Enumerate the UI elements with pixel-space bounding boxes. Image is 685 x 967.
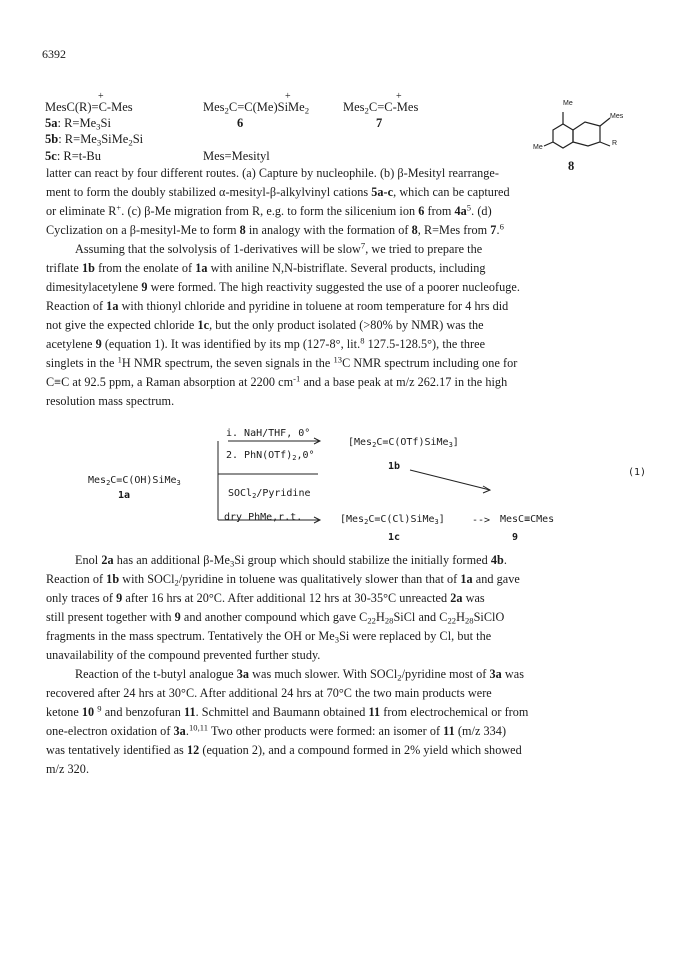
text-line: was tentatively identified as 12 (equation 2), and a compound formed in 2% yield which showed — [46, 743, 522, 757]
text-line: dimesitylacetylene 9 were formed. The high reactivity suggested the use of a poorer nucleofuge. — [46, 280, 520, 294]
cation-formula: MesC(R)=C-Mes — [45, 100, 133, 114]
eq-label-9: 9 — [512, 532, 519, 543]
text-line: Reaction of 1b with SOCl$_2$/pyridine in toluene was qualitatively slower than that of 1a and gave — [46, 572, 520, 588]
eq-label-1b: 1b — [388, 461, 401, 472]
cation6-formula: Mes$_2$C=C(Me)SiMe$_2$ — [203, 100, 310, 116]
struct8-label: 8 — [568, 159, 575, 173]
text-line: unavailability of the compound prevented further study. — [46, 648, 321, 662]
page-number: 6392 — [42, 47, 66, 61]
text-line: m/z 320. — [46, 762, 90, 776]
arrow-1b-to-9 — [408, 466, 498, 496]
struct8-me-top: Me — [563, 100, 573, 107]
eq-arrow: --> — [472, 515, 491, 526]
eq-reagent: SOCl$_2$/Pyridine — [228, 488, 311, 501]
text-line: only traces of 9 after 16 hrs at 20°C. After additional 12 hrs at 30-35°C unreacted 2a was — [46, 591, 485, 605]
r5c-label: 5c: R=t-Bu — [45, 149, 102, 163]
eq-label-1c: 1c — [388, 532, 401, 543]
eq-step2: 2. $PhN(OTf)_2,0^\circ$ — [226, 450, 315, 463]
text-line: or eliminate R+. (c) β-Me migration from R, e.g. to form the silicenium ion 6 from $4a^5$. (d) — [46, 202, 492, 218]
text-line: Reaction of 1a with thionyl chloride and pyridine in toluene at room temperature for 4 hrs did — [46, 299, 509, 313]
plus-sign: + — [396, 91, 402, 102]
cation7-formula: Mes$_2$C=C-Mes — [343, 100, 419, 116]
cation6-label: 6 — [237, 116, 244, 130]
text-line: not give the expected chloride 1c, but the only product isolated (>80% by NMR) was the — [46, 318, 484, 332]
struct8-mes: Mes — [610, 113, 624, 120]
eq-label-1a: 1a — [118, 490, 131, 501]
text-line: Reaction of the t-butyl analogue 3a was much slower. With SOCl$_2$/pyridine most of 3a was — [75, 667, 525, 683]
text-line: ketone 10 $^9$ and benzofuran 11. Schmittel and Baumann obtained 11 from electrochemical or from — [46, 703, 529, 719]
plus-sign: + — [285, 91, 291, 102]
text-line: still present together with 9 and another compound which gave $C_{22}H_{28}SiCl$ and $C_{22}H_{28}SiClO$ — [46, 610, 505, 626]
plus-sign: + — [98, 91, 104, 102]
eq-product-chloride: [Mes$_2$C=C(Cl)SiMe$_3$] — [340, 514, 445, 527]
eq-step1: i. NaH/THF, 0° — [226, 428, 311, 439]
text-line: triflate 1b from the enolate of 1a with aniline N,N-bistriflate. Several products, including — [46, 261, 486, 275]
text-line: Enol 2a has an additional $\beta-Me_3Si$ group which should stabilize the initially formed 4b. — [75, 553, 507, 569]
eq-reactant: Mes$_2$C=C(OH)SiMe$_3$ — [88, 475, 181, 488]
text-line: C≡C at 92.5 ppm, a Raman absorption at 2200 $cm^{-1}$ and a base peak at m/z 262.17 in the high — [46, 373, 508, 389]
text-line: latter can react by four different routes. (a) Capture by nucleophile. (b) β-Mesityl rearrange- — [46, 166, 500, 180]
struct8-me-left: Me — [533, 144, 543, 151]
cation7-label: 7 — [376, 116, 383, 130]
r5a-label: 5a: $R=Me_3Si$ — [45, 116, 111, 132]
text-line: singlets in the $^1$H NMR spectrum, the seven signals in the $^{13}$C NMR spectrum including one for — [46, 354, 518, 370]
eq-product-triflate: [Mes$_2$C=C(OTf)SiMe$_3$] — [348, 437, 459, 450]
text-line: Assuming that the solvolysis of 1-derivatives will be slow$^7$, we tried to prepare the — [75, 240, 483, 256]
eq-product-acetylene: MesC≡CMes — [500, 514, 555, 525]
mes-definition: Mes=Mesityl — [203, 149, 270, 163]
text-line: recovered after 24 hrs at 30°C. After additional 24 hrs at 70°C the two main products were — [46, 686, 492, 700]
r5b-label: 5b: $R=Me_3SiMe_2Si$ — [45, 132, 144, 148]
text-line: one-electron oxidation of 3a.$^{10,11}$ Two other products were formed: an isomer of 11 (m/z 334) — [46, 722, 507, 738]
text-line: fragments in the mass spectrum. Tentatively the OH or $Me_3Si$ were replaced by Cl, but the — [46, 629, 492, 645]
struct8-r: R — [612, 140, 618, 147]
eq-number: (1) — [628, 467, 647, 478]
text-line: Cyclization on a β-mesityl-Me to form 8 in analogy with the formation of 8, R=Mes from 7.$^6$ — [46, 221, 504, 237]
text-line: ment to form the doubly stabilized α-mesityl-β-alkylvinyl cations 5a-c, which can be captured — [46, 185, 510, 199]
text-line: resolution mass spectrum. — [46, 394, 175, 408]
text-line: acetylene 9 (equation 1). It was identified by its mp (127-8°, lit.$^8$ 127.5-128.5°), the three — [46, 335, 486, 351]
eq-conditions: dry PhMe,r.t. — [224, 512, 303, 523]
